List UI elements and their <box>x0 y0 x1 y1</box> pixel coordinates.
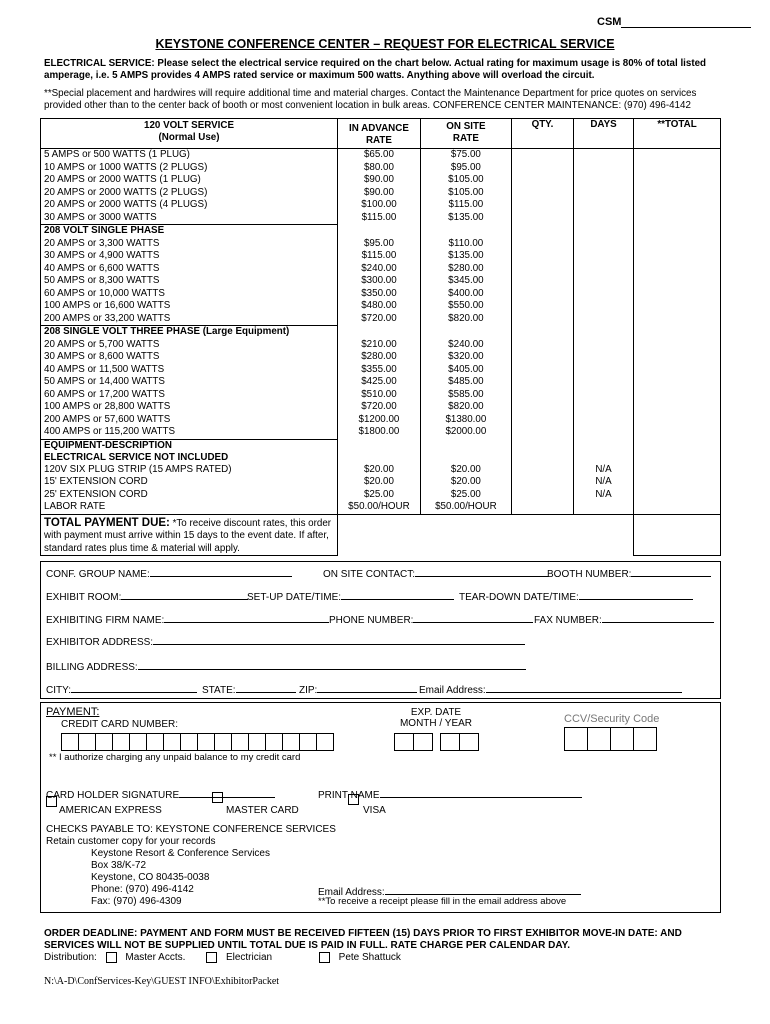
service-label: 30 AMPS or 8,600 WATTS <box>41 351 338 364</box>
table-row <box>41 238 721 251</box>
header-days: DAYS <box>574 119 634 149</box>
cc-digit-box[interactable] <box>214 733 232 751</box>
table-row <box>41 489 721 502</box>
advance-rate: $20.00 <box>338 476 421 489</box>
days-field[interactable] <box>574 426 634 439</box>
service-label: 5 AMPS or 500 WATTS (1 PLUG) <box>41 149 338 162</box>
table-row <box>41 313 721 326</box>
section-header <box>41 326 721 339</box>
cc-digit-box[interactable] <box>95 733 113 751</box>
exp-date-boxes[interactable] <box>394 733 478 754</box>
qty-field[interactable] <box>511 489 573 502</box>
total-field[interactable] <box>634 313 721 326</box>
order-deadline: ORDER DEADLINE: PAYMENT AND FORM MUST BE RECEIVED FIFTEEN (15) DAYS PRIOR TO FIRST EXHIBITOR MOVE-IN DATE: AND SERVICES WILL NOT BE SUPPLIED UNTIL TOTAL DUE IS PAID IN FULL. RATE CHARGE PER CALENDAR DAY. <box>44 928 682 951</box>
days-field[interactable] <box>574 288 634 301</box>
onsite-rate: $345.00 <box>420 275 511 288</box>
table-row <box>41 389 721 402</box>
days-field[interactable] <box>574 149 634 162</box>
table-row <box>41 414 721 427</box>
days-field[interactable] <box>574 174 634 187</box>
days-field[interactable] <box>574 501 634 514</box>
advance-rate: $280.00 <box>338 351 421 364</box>
qty-field[interactable] <box>511 174 573 187</box>
firm-name-field[interactable]: EXHIBITING FIRM NAME: <box>46 612 329 626</box>
days-field[interactable] <box>574 300 634 313</box>
distribution <box>44 952 401 963</box>
days-field[interactable] <box>574 414 634 427</box>
header-service: 120 VOLT SERVICE (Normal Use) <box>41 119 338 149</box>
total-field[interactable] <box>634 364 721 377</box>
table-row <box>41 162 721 175</box>
exhibit-room-field[interactable]: EXHIBIT ROOM: <box>46 589 248 603</box>
table-row <box>41 401 721 414</box>
section-title: 208 SINGLE VOLT THREE PHASE (Large Equipment) <box>41 326 338 339</box>
total-amount-field[interactable] <box>634 514 721 556</box>
days-field[interactable] <box>574 275 634 288</box>
service-label: 25' EXTENSION CORD <box>41 489 338 502</box>
total-cell <box>41 514 338 556</box>
advance-rate: $350.00 <box>338 288 421 301</box>
distribution-label: Distribution: <box>44 952 97 964</box>
onsite-rate: $95.00 <box>420 162 511 175</box>
teardown-field[interactable]: TEAR-DOWN DATE/TIME: <box>459 589 693 603</box>
service-label: 100 AMPS or 16,600 WATTS <box>41 300 338 313</box>
mastercard-label: MASTER CARD <box>226 805 299 816</box>
note-text: **Special placement and hardwires will require additional time and material charges. Contact the Maintenance Department for price quotes on services provided other than to the center back of booth or most convenient location in bulk areas. CONFERENCE CENTER MAINTENANCE: (970) 496-4142 <box>44 88 697 111</box>
qty-field[interactable] <box>511 376 573 389</box>
qty-field[interactable] <box>511 250 573 263</box>
qty-field[interactable] <box>511 149 573 162</box>
authorize-text: ** I authorize charging any unpaid balance to my credit card <box>49 752 301 763</box>
master-accts-label: Master Accts. <box>125 952 186 964</box>
onsite-rate: $75.00 <box>420 149 511 162</box>
table-row <box>41 501 721 514</box>
advance-rate: $720.00 <box>338 313 421 326</box>
table-row <box>41 250 721 263</box>
qty-field[interactable] <box>511 364 573 377</box>
service-label: LABOR RATE <box>41 501 338 514</box>
qty-field[interactable] <box>511 263 573 276</box>
days-field[interactable]: N/A <box>574 464 634 477</box>
service-label: 60 AMPS or 17,200 WATTS <box>41 389 338 402</box>
address-phone: Phone: (970) 496-4142 <box>91 884 194 895</box>
onsite-rate: $110.00 <box>420 238 511 251</box>
qty-field[interactable] <box>511 501 573 514</box>
billing-address-field[interactable]: BILLING ADDRESS: <box>46 659 526 673</box>
onsite-rate: $115.00 <box>420 199 511 212</box>
total-field[interactable] <box>634 174 721 187</box>
qty-field[interactable] <box>511 476 573 489</box>
payment-box <box>40 702 721 913</box>
advance-rate: $95.00 <box>338 238 421 251</box>
service-label: 20 AMPS or 3,300 WATTS <box>41 238 338 251</box>
onsite-rate: $50.00/HOUR <box>420 501 511 514</box>
electrician-label: Electrician <box>225 952 273 964</box>
onsite-rate: $25.00 <box>420 489 511 502</box>
onsite-rate: $405.00 <box>420 364 511 377</box>
service-label: 50 AMPS or 14,400 WATTS <box>41 376 338 389</box>
table-row <box>41 476 721 489</box>
total-field[interactable] <box>634 250 721 263</box>
table-row <box>41 275 721 288</box>
table-row <box>41 149 721 162</box>
onsite-rate: $135.00 <box>420 250 511 263</box>
qty-field[interactable] <box>511 389 573 402</box>
days-field[interactable] <box>574 162 634 175</box>
onsite-rate: $20.00 <box>420 476 511 489</box>
table-row <box>41 199 721 212</box>
total-field[interactable] <box>634 275 721 288</box>
print-name-field[interactable]: PRINT NAME <box>318 787 582 801</box>
qty-field[interactable] <box>511 288 573 301</box>
cc-number-label: CREDIT CARD NUMBER: <box>61 719 179 730</box>
advance-rate: $210.00 <box>338 339 421 352</box>
service-label: 20 AMPS or 5,700 WATTS <box>41 339 338 352</box>
zip-field[interactable]: ZIP: <box>299 682 417 696</box>
service-label: 120V SIX PLUG STRIP (15 AMPS RATED) <box>41 464 338 477</box>
service-label: 20 AMPS or 2000 WATTS (1 PLUG) <box>41 174 338 187</box>
table-row <box>41 364 721 377</box>
setup-field[interactable]: SET-UP DATE/TIME: <box>247 589 454 603</box>
days-field[interactable]: N/A <box>574 489 634 502</box>
cc-digit-box[interactable] <box>78 733 96 751</box>
advance-rate: $1800.00 <box>338 426 421 439</box>
header-qty: QTY. <box>511 119 573 149</box>
amex-checkbox[interactable] <box>46 796 57 807</box>
advance-rate: $100.00 <box>338 199 421 212</box>
service-label: 400 AMPS or 115,200 WATTS <box>41 426 338 439</box>
payment-title: PAYMENT: <box>46 706 100 718</box>
advance-rate: $480.00 <box>338 300 421 313</box>
days-field[interactable] <box>574 199 634 212</box>
cc-digit-box[interactable] <box>316 733 334 751</box>
advance-rate: $720.00 <box>338 401 421 414</box>
cc-digit-box[interactable] <box>197 733 215 751</box>
cc-digit-box[interactable] <box>129 733 147 751</box>
advance-rate: $510.00 <box>338 389 421 402</box>
service-label: 40 AMPS or 11,500 WATTS <box>41 364 338 377</box>
qty-field[interactable] <box>511 187 573 200</box>
mastercard-checkbox[interactable] <box>212 792 223 803</box>
cc-digit-box[interactable] <box>112 733 130 751</box>
service-label: 20 AMPS or 2000 WATTS (2 PLUGS) <box>41 187 338 200</box>
total-field[interactable] <box>634 476 721 489</box>
total-field[interactable] <box>634 149 721 162</box>
ccv-label: CCV/Security Code <box>564 713 660 725</box>
days-field[interactable] <box>574 351 634 364</box>
table-row <box>41 351 721 364</box>
cc-digit-box[interactable] <box>231 733 249 751</box>
qty-field[interactable] <box>511 212 573 225</box>
exhibitor-info-box <box>40 561 721 699</box>
table-row <box>41 187 721 200</box>
electrician-checkbox[interactable] <box>206 952 217 963</box>
onsite-rate: $485.00 <box>420 376 511 389</box>
service-label: 200 AMPS or 57,600 WATTS <box>41 414 338 427</box>
total-field[interactable] <box>634 464 721 477</box>
service-label: 60 AMPS or 10,000 WATTS <box>41 288 338 301</box>
advance-rate: $425.00 <box>338 376 421 389</box>
address-fax: Fax: (970) 496-4309 <box>91 896 182 907</box>
onsite-rate: $820.00 <box>420 401 511 414</box>
header-onsite: ON SITE RATE <box>420 119 511 149</box>
qty-field[interactable] <box>511 401 573 414</box>
cc-digit-box[interactable] <box>282 733 300 751</box>
total-field[interactable] <box>634 389 721 402</box>
days-field[interactable] <box>574 212 634 225</box>
section-title: EQUIPMENT-DESCRIPTION ELECTRICAL SERVICE NOT INCLUDED <box>41 439 338 464</box>
days-field[interactable] <box>574 339 634 352</box>
address-line-2: Box 38/K-72 <box>91 860 147 871</box>
pete-shattuck-label: Pete Shattuck <box>338 952 401 964</box>
advance-rate: $65.00 <box>338 149 421 162</box>
total-field[interactable] <box>634 426 721 439</box>
table-row <box>41 212 721 225</box>
advance-rate: $240.00 <box>338 263 421 276</box>
total-field[interactable] <box>634 501 721 514</box>
table-row <box>41 426 721 439</box>
section-header <box>41 439 721 464</box>
service-label: 30 AMPS or 4,900 WATTS <box>41 250 338 263</box>
retain-copy: Retain customer copy for your records <box>46 836 216 847</box>
ccv-boxes[interactable] <box>564 727 656 754</box>
total-field[interactable] <box>634 489 721 502</box>
onsite-rate: $820.00 <box>420 313 511 326</box>
service-label: 20 AMPS or 2000 WATTS (4 PLUGS) <box>41 199 338 212</box>
qty-field[interactable] <box>511 426 573 439</box>
exp-date-label: EXP. DATE MONTH / YEAR <box>399 707 473 729</box>
total-field[interactable] <box>634 263 721 276</box>
csm-field <box>597 16 751 28</box>
cc-number-boxes[interactable] <box>61 733 333 754</box>
advance-rate: $90.00 <box>338 174 421 187</box>
total-field[interactable] <box>634 187 721 200</box>
days-field[interactable] <box>574 376 634 389</box>
master-accts-checkbox[interactable] <box>106 952 117 963</box>
cc-digit-box[interactable] <box>299 733 317 751</box>
service-label: 30 AMPS or 3000 WATTS <box>41 212 338 225</box>
table-row <box>41 174 721 187</box>
page-title: KEYSTONE CONFERENCE CENTER – REQUEST FOR ELECTRICAL SERVICE <box>155 37 615 51</box>
file-path-footer: N:\A-D\ConfServices-Key\GUEST INFO\ExhibitorPacket <box>44 976 280 987</box>
onsite-rate: $585.00 <box>420 389 511 402</box>
email-field[interactable]: Email Address: <box>419 682 682 696</box>
total-row <box>41 514 721 556</box>
pete-shattuck-checkbox[interactable] <box>319 952 330 963</box>
csm-line[interactable] <box>621 16 751 28</box>
onsite-rate: $105.00 <box>420 174 511 187</box>
qty-field[interactable] <box>511 339 573 352</box>
fax-field[interactable]: FAX NUMBER: <box>534 612 714 626</box>
advance-rate: $90.00 <box>338 187 421 200</box>
cc-digit-box[interactable] <box>163 733 181 751</box>
header-total: **TOTAL <box>634 119 721 149</box>
table-row <box>41 339 721 352</box>
table-header <box>41 119 721 149</box>
days-field[interactable] <box>574 364 634 377</box>
cc-digit-box[interactable] <box>248 733 266 751</box>
total-field[interactable] <box>634 339 721 352</box>
rates-table <box>40 118 721 556</box>
total-field[interactable] <box>634 351 721 364</box>
total-field[interactable] <box>634 300 721 313</box>
exhibitor-address-field[interactable]: EXHIBITOR ADDRESS: <box>46 634 525 648</box>
onsite-rate: $135.00 <box>420 212 511 225</box>
receipt-email-note: **To receive a receipt please fill in the email address above <box>318 896 567 907</box>
group-name-field[interactable]: CONF. GROUP NAME: <box>46 566 292 580</box>
advance-rate: $25.00 <box>338 489 421 502</box>
days-field[interactable] <box>574 238 634 251</box>
advance-rate: $300.00 <box>338 275 421 288</box>
total-field[interactable] <box>634 376 721 389</box>
address-line-3: Keystone, CO 80435-0038 <box>91 872 210 883</box>
onsite-rate: $2000.00 <box>420 426 511 439</box>
service-label: 40 AMPS or 6,600 WATTS <box>41 263 338 276</box>
onsite-rate: $400.00 <box>420 288 511 301</box>
amex-label: AMERICAN EXPRESS <box>59 805 162 816</box>
header-advance: IN ADVANCE RATE <box>338 119 421 149</box>
advance-rate: $20.00 <box>338 464 421 477</box>
qty-field[interactable] <box>511 464 573 477</box>
cc-digit-box[interactable] <box>61 733 79 751</box>
booth-number-field[interactable]: BOOTH NUMBER: <box>547 566 711 580</box>
csm-label: CSM <box>597 16 622 28</box>
state-field[interactable]: STATE: <box>202 682 296 696</box>
advance-rate: $115.00 <box>338 250 421 263</box>
total-field[interactable] <box>634 238 721 251</box>
cc-digit-box[interactable] <box>146 733 164 751</box>
intro-text: ELECTRICAL SERVICE: Please select the electrical service required on the chart below. Actual rating for maximum usage is 80% of total listed amperage, i.e. 5 AMPS provides 4 AMPS rated service or maximum 500 watts. Anything above will overload the circuit. <box>44 58 707 81</box>
address-line-1: Keystone Resort & Conference Services <box>91 848 270 859</box>
service-label: 50 AMPS or 8,300 WATTS <box>41 275 338 288</box>
table-row <box>41 300 721 313</box>
total-label: TOTAL PAYMENT DUE: <box>44 516 170 529</box>
qty-field[interactable] <box>511 199 573 212</box>
advance-rate: $1200.00 <box>338 414 421 427</box>
days-field[interactable] <box>574 401 634 414</box>
qty-field[interactable] <box>511 313 573 326</box>
onsite-rate: $240.00 <box>420 339 511 352</box>
table-row <box>41 464 721 477</box>
cc-digit-box[interactable] <box>265 733 283 751</box>
visa-label: VISA <box>363 805 386 816</box>
qty-field[interactable] <box>511 162 573 175</box>
total-field[interactable] <box>634 199 721 212</box>
table-row <box>41 376 721 389</box>
signature-field[interactable]: CARD HOLDER SIGNATURE <box>46 787 275 801</box>
total-field[interactable] <box>634 414 721 427</box>
onsite-rate: $105.00 <box>420 187 511 200</box>
onsite-rate: $320.00 <box>420 351 511 364</box>
table-row <box>41 288 721 301</box>
service-label: 200 AMPS or 33,200 WATTS <box>41 313 338 326</box>
checks-payable: CHECKS PAYABLE TO: KEYSTONE CONFERENCE SERVICES <box>46 824 336 835</box>
total-note: *To receive discount rates, this order with payment must arrive within 15 days to the event date. If after, standard rates plus time & material will apply. <box>44 517 332 554</box>
onsite-rate: $550.00 <box>420 300 511 313</box>
table-row <box>41 263 721 276</box>
onsite-rate: $280.00 <box>420 263 511 276</box>
onsite-rate: $20.00 <box>420 464 511 477</box>
days-field[interactable] <box>574 250 634 263</box>
total-field[interactable] <box>634 288 721 301</box>
receipt-email-field[interactable]: Email Address: <box>318 884 581 898</box>
service-label: 10 AMPS or 1000 WATTS (2 PLUGS) <box>41 162 338 175</box>
advance-rate: $80.00 <box>338 162 421 175</box>
days-field[interactable] <box>574 389 634 402</box>
days-field[interactable]: N/A <box>574 476 634 489</box>
onsite-contact-field[interactable]: ON SITE CONTACT: <box>323 566 548 580</box>
qty-field[interactable] <box>511 414 573 427</box>
service-label: 15' EXTENSION CORD <box>41 476 338 489</box>
city-field[interactable]: CITY: <box>46 682 197 696</box>
service-label: 100 AMPS or 28,800 WATTS <box>41 401 338 414</box>
total-field[interactable] <box>634 162 721 175</box>
section-header <box>41 225 721 238</box>
advance-rate: $50.00/HOUR <box>338 501 421 514</box>
qty-field[interactable] <box>511 275 573 288</box>
advance-rate: $115.00 <box>338 212 421 225</box>
section-title: 208 VOLT SINGLE PHASE <box>41 225 338 238</box>
qty-field[interactable] <box>511 238 573 251</box>
onsite-rate: $1380.00 <box>420 414 511 427</box>
visa-checkbox[interactable] <box>348 794 359 805</box>
cc-digit-box[interactable] <box>180 733 198 751</box>
qty-field[interactable] <box>511 351 573 364</box>
days-field[interactable] <box>574 313 634 326</box>
total-field[interactable] <box>634 401 721 414</box>
advance-rate: $355.00 <box>338 364 421 377</box>
qty-field[interactable] <box>511 300 573 313</box>
total-field[interactable] <box>634 212 721 225</box>
days-field[interactable] <box>574 187 634 200</box>
days-field[interactable] <box>574 263 634 276</box>
phone-field[interactable]: PHONE NUMBER: <box>329 612 533 626</box>
